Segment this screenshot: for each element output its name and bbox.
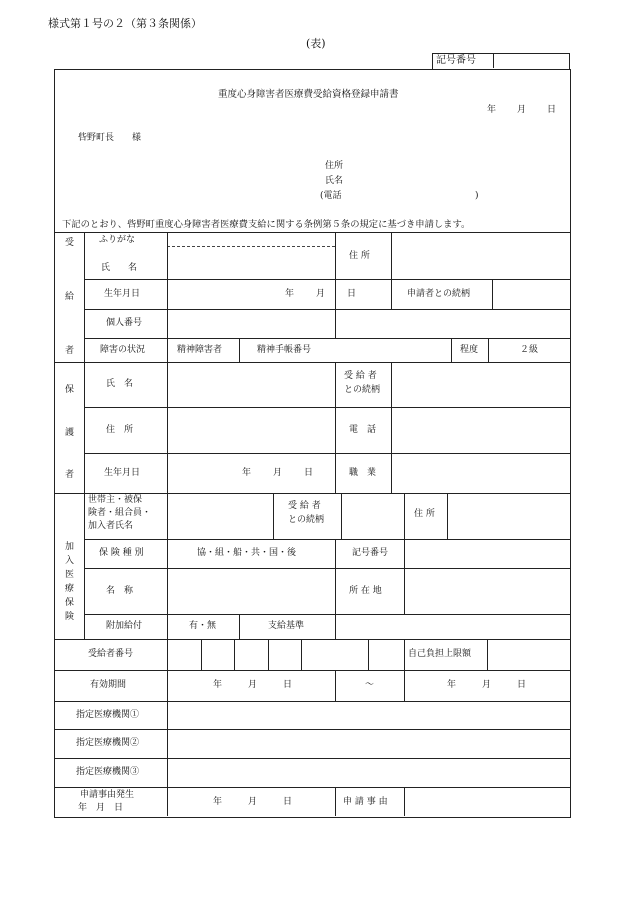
section-insurance-char: 入 (65, 556, 75, 566)
section-guardian-char: 護 (65, 428, 75, 438)
extra-benefit-label: 附加給付 (106, 621, 143, 631)
section-recipient-char: 給 (65, 292, 75, 302)
event-day-unit: 日 (283, 797, 293, 807)
disability-status-label: 障害の状況 (100, 345, 146, 355)
guardian-address-field[interactable] (168, 408, 334, 452)
date-year: 年 (487, 105, 497, 115)
validity-to-day-unit: 日 (517, 680, 527, 690)
recipient-name-label: 氏 名 (101, 263, 138, 273)
recipient-dob-label: 生年月日 (104, 289, 141, 299)
validity-to-month-unit: 月 (482, 680, 492, 690)
side-label: (表) (306, 37, 326, 50)
reason-field[interactable] (405, 788, 569, 815)
institution-1-field[interactable] (168, 702, 569, 728)
date-month: 月 (517, 105, 527, 115)
form-title: 重度心身障害者医療費受給資格登録申請書 (218, 89, 399, 100)
recipient-address-label: 住 所 (349, 251, 370, 261)
institution-3-field[interactable] (168, 759, 569, 786)
applicant-address-label: 住所 (325, 161, 344, 171)
handbook-number-label: 精神手帳番号 (257, 345, 312, 355)
date-day: 日 (547, 105, 557, 115)
insurance-relation-label: との続柄 (288, 515, 325, 525)
guardian-relation-label: 受 給 者 (344, 371, 377, 381)
guardian-dob-label: 生年月日 (104, 468, 141, 478)
section-insurance-char: 加 (65, 542, 75, 552)
applicant-phone-close: ) (475, 191, 479, 201)
statement: 下記のとおり、呰野町重度心身障害者医療費支給に関する条例第５条の規定に基づき申請します。 (62, 219, 471, 230)
institution-1-label: 指定医療機関① (76, 710, 140, 720)
section-insurance-char: 険 (65, 612, 75, 622)
insurer-name-label: 名 称 (106, 586, 134, 596)
handbook-number-field[interactable] (336, 339, 450, 361)
institution-3-label: 指定医療機関③ (76, 767, 140, 777)
applicant-phone-label: (電話 (320, 191, 342, 201)
guardian-relation-label: との続柄 (344, 385, 381, 395)
guardian-address-label: 住 所 (106, 425, 134, 435)
event-date-label: 申請事由発生 (80, 790, 135, 800)
dob-year-unit: 年 (285, 289, 295, 299)
occupation-field[interactable] (392, 454, 569, 492)
section-guardian-char: 者 (65, 470, 75, 480)
validity-tilde: ～ (365, 680, 375, 690)
symbol-number-label: 記号番号 (352, 548, 389, 558)
insured-name-label: 加入者氏名 (88, 521, 134, 531)
relation-label: 申請者との続柄 (407, 289, 471, 299)
symbol-number-field[interactable] (405, 540, 569, 567)
insured-name-label: 険者・組合員・ (88, 508, 152, 518)
grade-value: ２級 (520, 345, 539, 355)
criteria-label: 支給基準 (268, 621, 305, 631)
insured-name-label: 世帯主・被保 (88, 495, 143, 505)
guardian-name-field[interactable] (168, 363, 334, 406)
location-field[interactable] (405, 569, 569, 613)
section-insurance-char: 医 (65, 570, 75, 580)
insurance-relation-label: 受 給 者 (288, 501, 321, 511)
recipient-number-label: 受給者番号 (88, 649, 134, 659)
record-number-label: 記号番号 (436, 55, 476, 66)
form-reference: 様式第１号の２（第３条関係） (48, 17, 202, 30)
recipient-name-field[interactable] (168, 247, 334, 278)
guardian-name-label: 氏 名 (106, 379, 134, 389)
disability-type: 精神障害者 (177, 345, 223, 355)
addressee: 呰野町長 様 (78, 133, 142, 143)
recipient-address-field[interactable] (392, 233, 569, 278)
criteria-field[interactable] (336, 615, 569, 638)
guardian-phone-field[interactable] (392, 408, 569, 452)
section-insurance-char: 保 (65, 598, 75, 608)
event-month-unit: 月 (248, 797, 258, 807)
guardian-relation-field[interactable] (392, 363, 569, 406)
degree-label: 程度 (460, 345, 479, 355)
dob-month-unit: 月 (316, 289, 326, 299)
insurance-relation-field[interactable] (342, 494, 403, 538)
copay-limit-label: 自己負担上限額 (408, 649, 472, 659)
record-number-field[interactable] (494, 54, 568, 68)
insurance-type-label: 保 険 種 別 (99, 548, 144, 558)
guardian-phone-label: 電 話 (349, 425, 377, 435)
validity-to-year-unit: 年 (447, 680, 457, 690)
relation-field[interactable] (493, 280, 569, 308)
personal-number-label: 個人番号 (106, 318, 143, 328)
insured-name-field[interactable] (168, 494, 272, 538)
reason-label: 申 請 事 由 (343, 797, 388, 807)
copay-limit-field[interactable] (488, 640, 569, 669)
section-guardian-char: 保 (65, 385, 75, 395)
guardian-dob-month-unit: 月 (273, 468, 283, 478)
section-recipient-char: 者 (65, 346, 75, 356)
institution-2-label: 指定医療機関② (76, 738, 140, 748)
personal-number-field[interactable] (168, 310, 569, 337)
insurance-address-label: 住 所 (414, 509, 435, 519)
location-label: 所 在 地 (349, 586, 382, 596)
furigana-label: ふりがな (99, 235, 136, 245)
occupation-label: 職 業 (349, 468, 377, 478)
furigana-field[interactable] (168, 233, 334, 245)
section-insurance-char: 療 (65, 584, 75, 594)
guardian-dob-year-unit: 年 (242, 468, 252, 478)
event-date-label: 年 月 日 (78, 803, 124, 813)
extra-benefit-options[interactable]: 有・無 (189, 621, 217, 631)
insurance-type-options[interactable]: 協・組・船・共・国・後 (197, 548, 297, 558)
insurer-name-field[interactable] (168, 569, 334, 613)
validity-from-day-unit: 日 (283, 680, 293, 690)
validity-from-year-unit: 年 (213, 680, 223, 690)
guardian-dob-day-unit: 日 (304, 468, 314, 478)
applicant-name-label: 氏名 (325, 176, 344, 186)
validity-from-month-unit: 月 (248, 680, 258, 690)
validity-label: 有効期間 (90, 680, 127, 690)
section-recipient-char: 受 (65, 238, 75, 248)
dob-day-unit: 日 (347, 289, 357, 299)
institution-2-field[interactable] (168, 730, 569, 757)
event-year-unit: 年 (213, 797, 223, 807)
insurance-address-field[interactable] (448, 494, 569, 538)
recipient-number-field[interactable] (168, 640, 403, 669)
